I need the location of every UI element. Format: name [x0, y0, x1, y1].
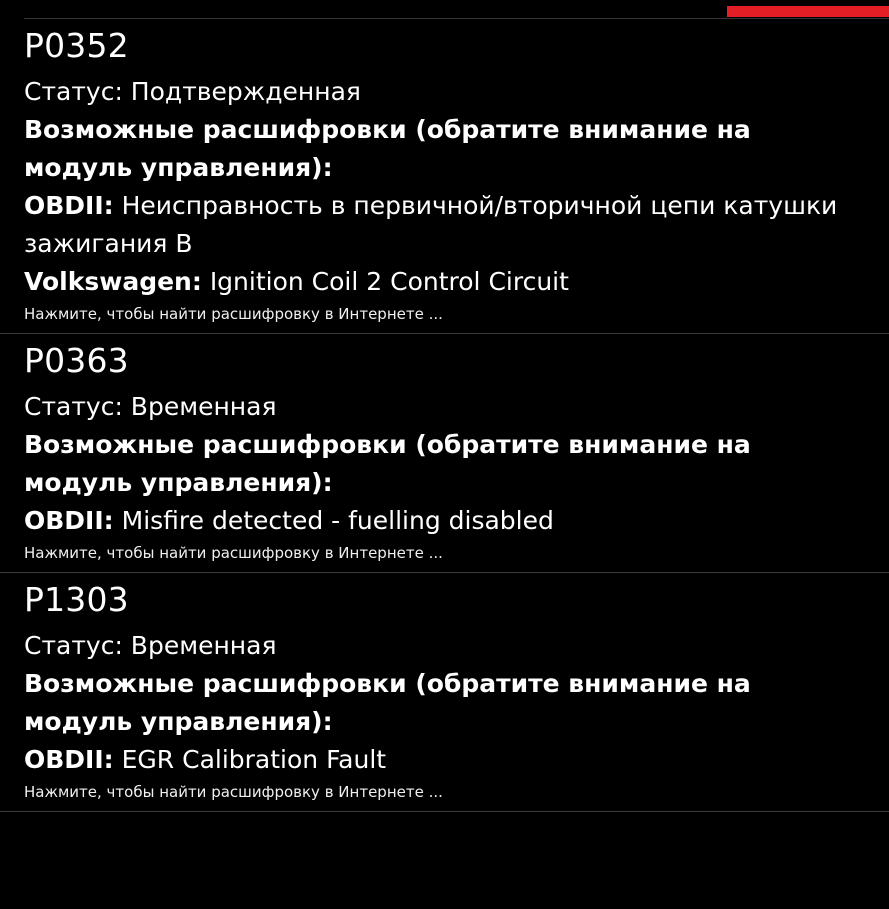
dtc-entry[interactable] — [0, 573, 889, 812]
decode-maker: OBDII: — [24, 745, 114, 774]
decode-maker: Volkswagen: — [24, 267, 202, 296]
dtc-status: Статус: Подтвержденная — [24, 77, 361, 106]
dtc-status: Статус: Временная — [24, 631, 277, 660]
search-online-link[interactable]: Нажмите, чтобы найти расшифровку в Интернете ... — [24, 783, 443, 801]
dtc-list — [0, 19, 889, 812]
dtc-code: P1303 — [24, 580, 129, 619]
decode-line — [24, 502, 877, 540]
accent-indicator-bar — [727, 6, 889, 17]
decode-maker: OBDII: — [24, 506, 114, 535]
dtc-entry[interactable] — [0, 19, 889, 334]
dtc-code: P0363 — [24, 341, 129, 380]
dtc-code: P0352 — [24, 26, 129, 65]
decode-text: Неисправность в первичной/вторичной цепи катушки зажигания B — [24, 191, 838, 258]
possible-decodes-heading: Возможные расшифровки (обратите внимание на модуль управления): — [24, 669, 751, 736]
decode-line — [24, 741, 877, 779]
dtc-status: Статус: Временная — [24, 392, 277, 421]
possible-decodes-heading: Возможные расшифровки (обратите внимание на модуль управления): — [24, 115, 751, 182]
decode-text: Misfire detected - fuelling disabled — [121, 506, 554, 535]
decode-maker: OBDII: — [24, 191, 114, 220]
decode-line — [24, 187, 877, 263]
possible-decodes-heading: Возможные расшифровки (обратите внимание на модуль управления): — [24, 430, 751, 497]
decode-text: Ignition Coil 2 Control Circuit — [209, 267, 569, 296]
decode-text: EGR Calibration Fault — [121, 745, 387, 774]
search-online-link[interactable]: Нажмите, чтобы найти расшифровку в Интернете ... — [24, 305, 443, 323]
dtc-entry[interactable] — [0, 334, 889, 573]
search-online-link[interactable]: Нажмите, чтобы найти расшифровку в Интернете ... — [24, 544, 443, 562]
decode-line — [24, 263, 877, 301]
